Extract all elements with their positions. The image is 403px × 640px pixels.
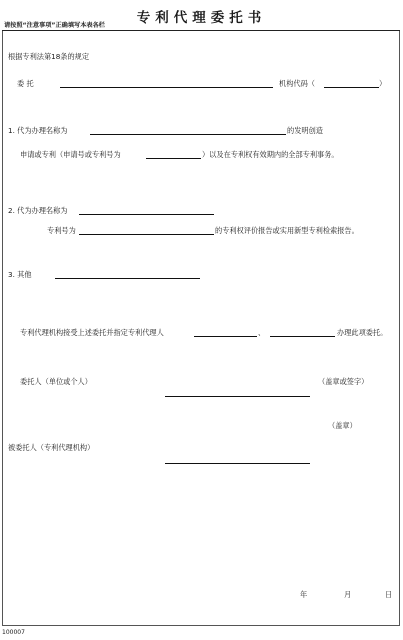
legal-basis-text: 根据专利法第18条的规定 (8, 52, 90, 61)
agent-seal-label: （盖章） (328, 421, 357, 430)
item2-patent-number-line[interactable] (79, 234, 214, 235)
item2-line2-suffix: 的专利权评价报告或实用新型专利检索报告。 (215, 226, 359, 235)
agent2-line[interactable] (270, 336, 335, 337)
item1-line2-prefix: 申请或专利（申请号或专利号为 (20, 150, 121, 159)
item1-suffix: 的发明创造 (287, 126, 323, 135)
item1-invention-name-line[interactable] (90, 134, 286, 135)
client-sign-label: 委托人（单位或个人） (20, 377, 92, 386)
date-year: 年 (300, 590, 308, 599)
date-month: 月 (344, 590, 352, 599)
client-name-line[interactable] (60, 87, 273, 88)
item2-name-line[interactable] (79, 214, 214, 215)
client-label: 委 托 (17, 79, 34, 88)
agency-code-line[interactable] (324, 87, 379, 88)
fill-instruction: 请按照“注意事项”正确填写本表各栏 (4, 22, 105, 29)
date-day: 日 (385, 590, 393, 599)
item1-prefix: 1. 代为办理名称为 (8, 126, 68, 135)
client-seal-label: （盖章或签字） (318, 377, 369, 386)
form-code: 100007 (2, 629, 25, 636)
acceptance-prefix: 专利代理机构接受上述委托并指定专利代理人 (20, 328, 164, 337)
client-signature-line[interactable] (165, 396, 310, 397)
item2-line2-prefix: 专利号为 (47, 226, 76, 235)
agent1-line[interactable] (194, 336, 257, 337)
item3-other-line[interactable] (55, 278, 200, 279)
acceptance-separator: 、 (258, 328, 266, 337)
form-title: 专利代理委托书 (136, 10, 267, 26)
agency-code-close: ） (379, 79, 387, 88)
agency-code-label: 机构代码（ (279, 79, 315, 88)
agent-sign-label: 被委托人（专利代理机构） (8, 443, 95, 452)
item2-prefix: 2. 代为办理名称为 (8, 206, 68, 215)
item3-prefix: 3. 其他 (8, 270, 32, 279)
item1-application-number-line[interactable] (146, 158, 201, 159)
acceptance-suffix: 办理此项委托。 (337, 328, 388, 337)
item1-line2-suffix: ）以及在专利权有效期内的全部专利事务。 (202, 150, 339, 159)
agent-signature-line[interactable] (165, 463, 310, 464)
